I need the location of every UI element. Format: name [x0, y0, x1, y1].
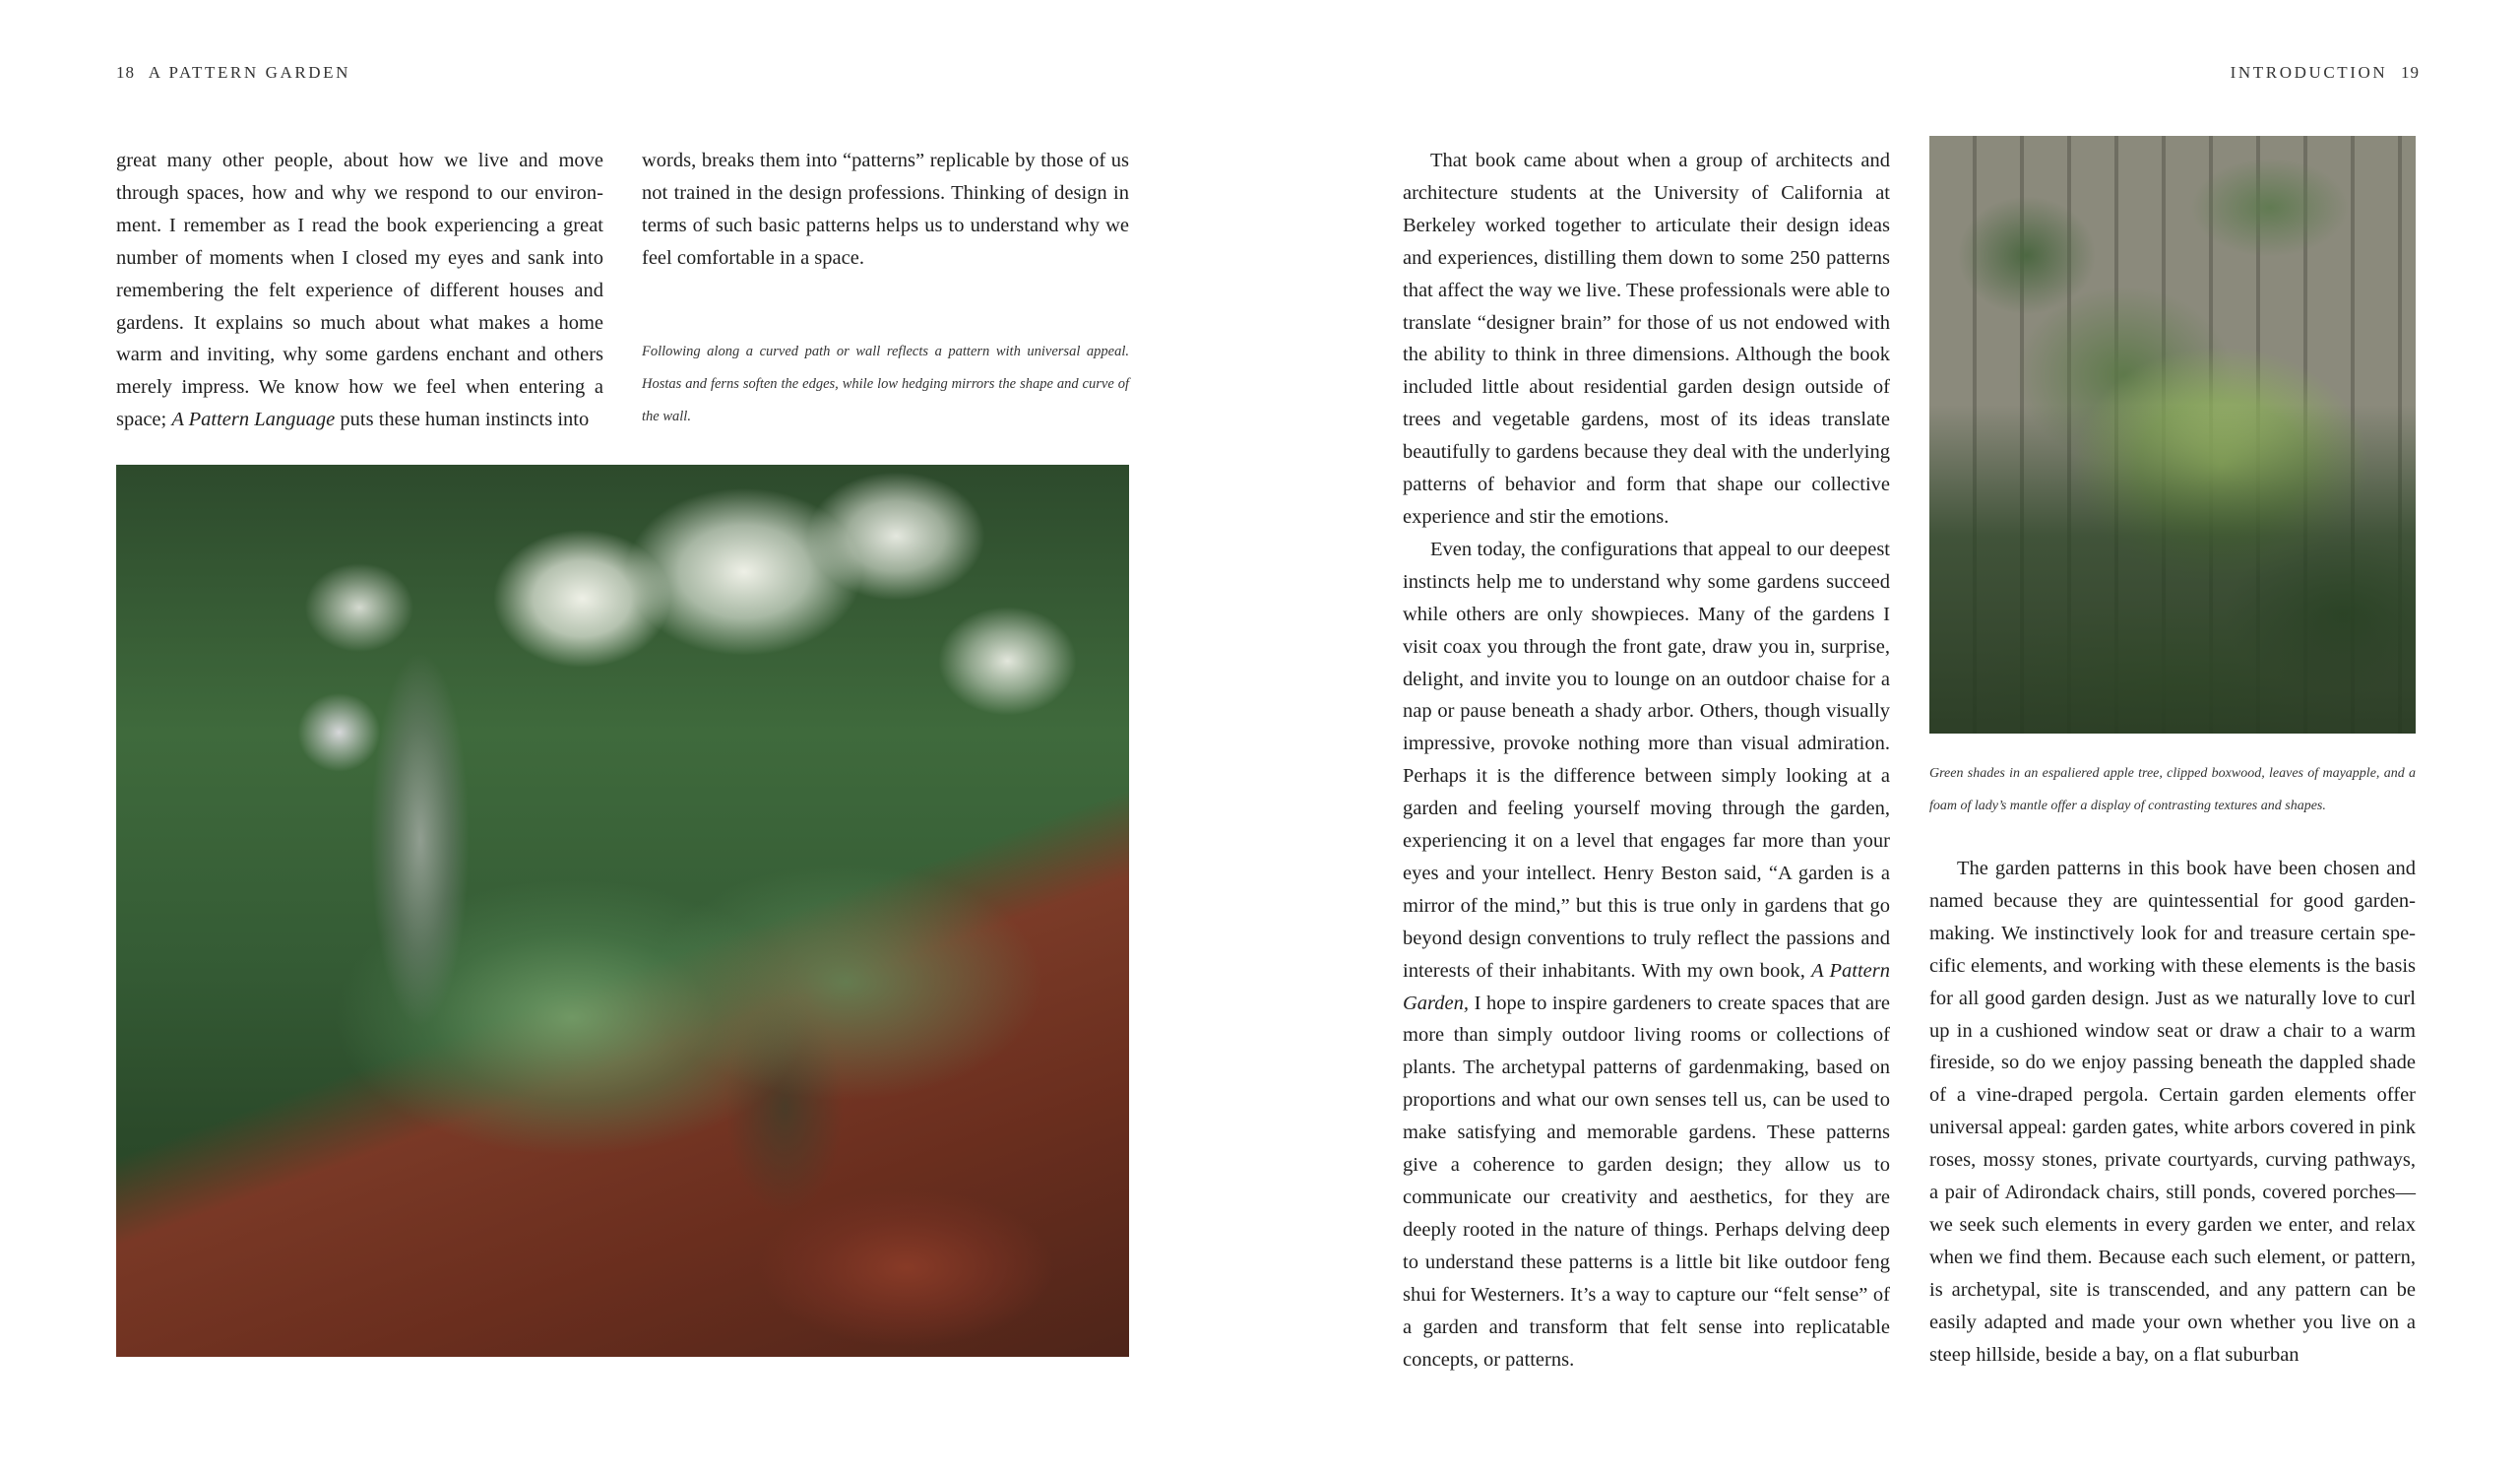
page-number: 18 — [116, 63, 135, 82]
running-head-right — [2231, 63, 2420, 83]
body-paragraph: That book came about when a group of architects and architecture students at the University of California at Berkeley worked together to articulate their design ideas and experiences, distilling them down to some 250 patterns that affect the way we live. These professionals were able to translate “designer brain” for those of us not endowed with the ability to think in three dimensions. Although the book included little about residential garden design outside of trees and vegetable gardens, most of its ideas translate beautifully to gardens because they deal with the underlying patterns of behavior and form that shape our collective experience and stir the emotions. — [1403, 150, 1890, 528]
right-column-2 — [1929, 853, 2416, 1372]
book-title: A Pattern Language — [171, 409, 336, 431]
book-title: A Pattern Garden, — [1403, 959, 1890, 1014]
body-paragraph: The garden patterns in this book have been chosen and named because they are quintessential for good gardenmaking. We instinctively look for and treasure certain specific elements, and working with these elements is the basis for all good garden design. Just as we naturally love to curl up in a cushioned window seat or draw a chair to a warm fireside, so do we enjoy passing beneath the dappled shade of a vine-draped pergola. Certain garden elements offer universal appeal: garden gates, white arbors covered in pink roses, mossy stones, private courtyards, curving pathways, a pair of Adirondack chairs, still ponds, covered porches—we seek such elements in every garden we enter, and relax when we find them. Because each such element, or pattern, is archetypal, site is transcended, and any pattern can be easily adapted and made your own whether you live on a steep hillside, beside a bay, on a flat suburban — [1929, 858, 2416, 1366]
right-page — [1260, 0, 2520, 1474]
page-number: 19 — [2401, 63, 2420, 82]
photo-caption-left: Following along a curved path or wall reflects a pattern with universal appeal. Hostas and ferns soften the edges, while low hedging mirrors the shape and curve of the wall. — [642, 344, 1129, 424]
body-paragraph: Even today, the configurations that appeal to our deepest instincts help me to understand why some gardens succeed while others are only showpieces. Many of the gardens I visit coax you through the front gate, draw you in, surprise, delight, and invite you to lounge on an outdoor chaise for a nap or pause beneath a shady arbor. Others, though visually impressive, provoke nothing more than visual admiration. Perhaps it is the difference between simply looking at a garden and feeling yourself moving through the garden, experiencing it on a level that engages far more than your eyes and your intellect. Henry Beston said, “A garden is a mirror of the mind,” but this is true only in gardens that go beyond design conventions to truly reflect the passions and interests of their inhabitants. With my own book, A Pattern Garden, I hope to inspire gardeners to create spaces that are more than simply outdoor living rooms or collections of plants. The archetypal patterns of gardenmaking, based on proportions and what our own senses tell us, can be used to make satisfying and memorable gardens. These patterns give a coherence to garden design; they allow us to communicate our creativity and aesthetics, for they are deeply rooted in the nature of things. Perhaps delving deep to understand these patterns is a little bit like outdoor feng shui for Westerners. It’s a way to capture our “felt sense” of a garden and transform that felt sense into replicatable concepts, or patterns. — [1403, 538, 1890, 1371]
running-head-title: INTRODUCTION — [2230, 63, 2388, 82]
left-column-2 — [642, 145, 1129, 275]
running-head-left — [116, 63, 350, 83]
body-paragraph: words, breaks them into “patterns” replicable by those of us not trained in the design professions. Thinking of design in terms of such basic patterns helps us to understand why we feel comfortable in a space. — [642, 150, 1129, 269]
right-column-1 — [1403, 145, 1890, 1376]
running-head-title: A PATTERN GARDEN — [148, 63, 351, 82]
garden-photo-espalier — [1929, 136, 2416, 734]
body-paragraph: great many other people, about how we live and move through spaces, how and why we respond to our environment. I remember as I read the book experiencing a great number of moments when I closed my eyes and sank into remembering the felt experience of different houses and gardens. It explains so much about what makes a home warm and inviting, why some gardens enchant and others merely impress. We know how we feel when entering a space; A Pattern Language puts these human instincts into — [116, 150, 603, 431]
photo-caption-right: Green shades in an espaliered apple tree, clipped boxwood, leaves of mayapple, and a foam of lady’s mantle offer a display of contrasting textures and shapes. — [1929, 766, 2416, 813]
left-column-1 — [116, 145, 603, 436]
garden-photo-curved-wall — [116, 465, 1129, 1357]
